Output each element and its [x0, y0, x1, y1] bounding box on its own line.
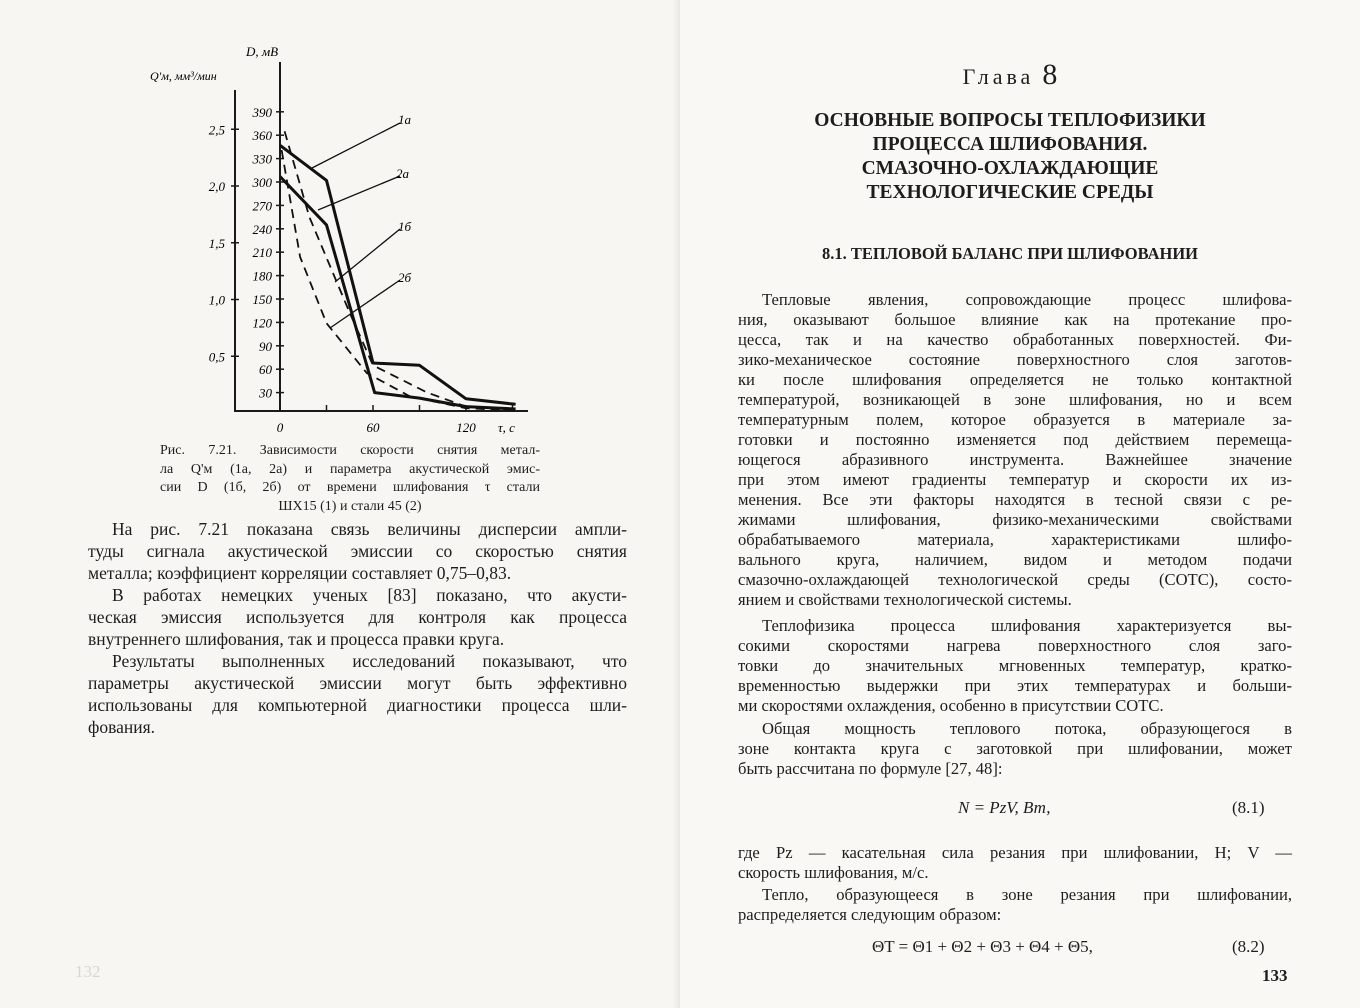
section-title: 8.1. ТЕПЛОВОЙ БАЛАНС ПРИ ШЛИФОВАНИИ [821, 244, 1199, 263]
series-label: 1а [398, 112, 411, 127]
text-line: при этом имеют градиенты температур и скорости их из- [738, 470, 1292, 489]
caption-line: Рис. 7.21. Зависимости скорости снятия метал- [160, 443, 540, 458]
text-line: быть рассчитана по формуле [27, 48]: [738, 759, 1003, 778]
page-number-right: 133 [1262, 966, 1288, 985]
q-axis-label: Q'м, мм³/мин [150, 69, 217, 83]
formula-8-1-number: (8.1) [1232, 798, 1265, 817]
series-label: 2б [398, 270, 412, 285]
formula-8-2: ΘT = Θ1 + Θ2 + Θ3 + Θ4 + Θ5, [872, 937, 1093, 956]
d-tick-label: 30 [259, 385, 272, 401]
text-line: Тепловые явления, сопровождающие процесс шлифова- [762, 290, 1292, 309]
text-line: фования. [88, 717, 156, 737]
caption-line: сии D (1б, 2б) от времени шлифования τ стали [160, 480, 540, 495]
d-tick-label: 90 [259, 338, 272, 354]
text-line: готовки и постоянно изменяется под действием перемеща- [738, 430, 1292, 449]
text-line: цесса, так и на качество обработанных поверхностей. Фи- [738, 330, 1292, 349]
chapter-label: Глава [962, 64, 1035, 89]
chapter-heading [760, 58, 1260, 92]
text-line: товки до значительных мгновенных температур, кратко- [738, 656, 1292, 675]
chapter-title-line: ПРОЦЕССА ШЛИФОВАНИЯ. [872, 134, 1148, 155]
d-tick-label: 300 [252, 175, 272, 190]
text-line: температурой, возникающей в зоне шлифования, но и всем [738, 390, 1292, 409]
paragraph-2 [738, 616, 1292, 716]
text-line: внутреннего шлифования, так и процесса правки круга. [88, 629, 505, 649]
text-line: где Pz — касательная сила резания при шлифовании, Н; V — [738, 843, 1292, 862]
paragraph-5 [738, 885, 1292, 925]
text-line: ния, оказывают большое влияние как на протекание про- [738, 310, 1292, 329]
text-line: Результаты выполненных исследований показывают, что [112, 651, 627, 671]
caption-line: ла Q'м (1а, 2а) и параметра акустической эмис- [160, 461, 540, 477]
d-axis-label: D, мВ [246, 44, 279, 59]
text-line: смазочно-охлаждающей технологической среды (СОТС), состо- [738, 570, 1292, 589]
d-tick-label: 120 [252, 315, 272, 331]
q-tick-label: 2,0 [208, 179, 225, 194]
q-tick-label: 2,5 [208, 122, 225, 138]
text-line: обрабатываемого материала, характеристиками шлифо- [738, 530, 1292, 549]
figure-caption [160, 442, 540, 516]
series-line-1 [280, 177, 516, 410]
caption-line: ШХ15 (1) и стали 45 (2) [278, 498, 422, 514]
text-line: ки после шлифования определяется не только контактной [738, 370, 1292, 389]
figure-7-21-chart [0, 0, 680, 440]
text-line: временностью выдержки при этих температурах и больши- [738, 676, 1292, 695]
x-tick-label: 120 [456, 420, 476, 435]
text-line: скорость шлифования, м/с. [738, 863, 929, 882]
d-tick-label: 330 [252, 151, 272, 167]
text-line: ющегося абразивного инструмента. Важнейшее значение [738, 450, 1292, 469]
d-tick-label: 180 [252, 268, 272, 284]
q-tick-label: 1,5 [208, 235, 225, 251]
text-line: В работах немецких ученых [83] показано, что акусти- [112, 585, 627, 605]
chapter-title-line: ОСНОВНЫЕ ВОПРОСЫ ТЕПЛОФИЗИКИ [814, 110, 1206, 131]
text-line: янием и свойствами технологической системы. [738, 590, 1072, 609]
d-tick-label: 60 [259, 362, 272, 378]
x-tick-label: 0 [276, 420, 284, 435]
text-line: сокими скоростями нагрева поверхностного слоя заго- [738, 636, 1292, 655]
text-line: Общая мощность теплового потока, образующегося в [762, 719, 1292, 738]
d-tick-label: 270 [252, 198, 272, 214]
q-tick-label: 1,0 [208, 292, 225, 308]
text-line: Теплофизика процесса шлифования характеризуется вы- [762, 616, 1292, 635]
text-line: использованы для компьютерной диагностики процесса шли- [88, 695, 627, 715]
series-leader-line [330, 280, 400, 328]
text-line: туды сигнала акустической эмиссии со скоростью снятия [88, 541, 627, 561]
text-line: вального круга, наличием, видом и методом подачи [738, 550, 1292, 569]
d-tick-label: 210 [252, 245, 272, 261]
paragraph-1 [738, 290, 1292, 610]
chart-axes [231, 62, 528, 412]
formula-8-2-number: (8.2) [1232, 937, 1265, 956]
series-label: 2а [396, 166, 409, 181]
q-tick-label: 0,5 [208, 349, 225, 365]
text-line: температурным полем, которое образуется в материале за- [738, 410, 1292, 429]
paragraph-4 [738, 843, 1292, 883]
x-axis-label: τ, с [498, 420, 515, 435]
chapter-title-line: СМАЗОЧНО-ОХЛАЖДАЮЩИЕ [861, 158, 1159, 179]
d-tick-label: 240 [252, 221, 272, 237]
text-line: распределяется следующим образом: [738, 905, 1002, 924]
formula-8-1: N = PzV, Вт, [958, 798, 1051, 817]
text-line: Тепло, образующееся в зоне резания при шлифовании, [762, 885, 1292, 904]
d-tick-label: 390 [252, 104, 272, 120]
x-tick-label: 60 [366, 420, 380, 435]
paragraph-3 [738, 719, 1292, 779]
d-tick-label: 150 [252, 292, 272, 307]
text-line: металла; коэффициент корреляции составляет 0,75–0,83. [88, 563, 512, 583]
text-line: жимами шлифования, физико-механическими свойствами [738, 510, 1292, 529]
text-line: ми скоростями охлаждения, особенно в присутствии СОТС. [738, 696, 1164, 715]
d-tick-label: 360 [252, 128, 272, 144]
text-line: ческая эмиссия используется для контроля как процесса [88, 607, 627, 627]
text-line: менения. Все эти факторы находятся в тесной связи с ре- [738, 490, 1292, 509]
chapter-title-line: ТЕХНОЛОГИЧЕСКИЕ СРЕДЫ [866, 182, 1154, 203]
left-body-text [88, 518, 627, 738]
text-line: На рис. 7.21 показана связь величины дисперсии ампли- [112, 519, 627, 539]
text-line: параметры акустической эмиссии могут быть эффективно [88, 673, 627, 693]
text-line: зико-механическое состояние поверхностного слоя заготов- [738, 350, 1292, 369]
chapter-number: 8 [1042, 58, 1058, 91]
series-leader-line [312, 123, 400, 168]
chart-labels [150, 44, 515, 435]
text-line: зоне контакта круга с заготовкой при шлифовании, может [738, 739, 1292, 758]
page-number-left: 132 [75, 962, 101, 981]
series-label: 1б [398, 219, 412, 234]
chapter-title [740, 109, 1280, 205]
